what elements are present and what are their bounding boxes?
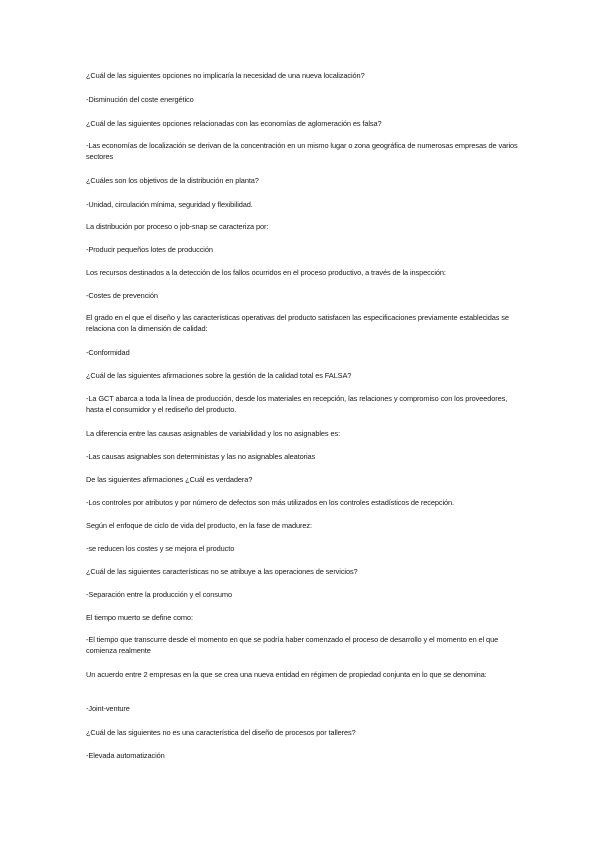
question-1: ¿Cuál de las siguientes opciones no implicaría la necesidad de una nueva localización? (86, 71, 365, 80)
question-10: Según el enfoque de ciclo de vida del producto, en la fase de madurez: (86, 521, 312, 530)
answer-10: -se reducen los costes y se mejora el producto (86, 544, 235, 553)
answer-11: -Separación entre la producción y el consumo (86, 590, 232, 599)
question-2: ¿Cuál de las siguientes opciones relacionadas con las economías de aglomeración es falsa? (86, 119, 382, 128)
answer-2: -Las economías de localización se derivan de la concentración en un mismo lugar o zona geográfica de numerosas empresas de varios sectores (86, 141, 518, 162)
question-3: ¿Cuáles son los objetivos de la distribución en planta? (86, 176, 259, 185)
answer-3: -Unidad, circulación mínima, seguridad y flexibilidad. (86, 200, 253, 209)
answer-5: -Costes de prevención (86, 291, 158, 300)
answer-13: -Joint-venture (86, 704, 130, 713)
question-7: ¿Cuál de las siguientes afirmaciones sobre la gestión de la calidad total es FALSA? (86, 371, 352, 380)
question-12: El tiempo muerto se define como: (86, 613, 193, 622)
answer-9: -Los controles por atributos y por número de defectos son más utilizados en los controles estadísticos de recepción. (86, 498, 454, 507)
answer-7: -La GCT abarca a toda la línea de producción, desde los materiales en recepción, las relaciones y compromiso con los proveedores, hasta el consumidor y el rediseño del producto. (86, 394, 508, 415)
question-8: La diferencia entre las causas asignables de variabilidad y los no asignables es: (86, 429, 341, 438)
answer-1: -Disminución del coste energético (86, 95, 194, 104)
answer-4: -Producir pequeños lotes de producción (86, 245, 213, 254)
question-6: El grado en el que el diseño y las características operativas del producto satisfacen las especificaciones previamente establecidas se relaciona con la dimensión de calidad: (86, 313, 509, 334)
question-9: De las siguientes afirmaciones ¿Cuál es verdadera? (86, 475, 253, 484)
question-11: ¿Cuál de las siguientes características no se atribuye a las operaciones de servicios? (86, 567, 358, 576)
question-5: Los recursos destinados a la detección de los fallos ocurridos en el proceso productivo, a través de la inspección: (86, 268, 446, 277)
question-4: La distribución por proceso o job-snap se caracteriza por: (86, 222, 269, 231)
answer-6: -Conformidad (86, 348, 130, 357)
answer-8: -Las causas asignables son deterministas y las no asignables aleatorias (86, 452, 316, 461)
question-14: ¿Cuál de las siguientes no es una característica del diseño de procesos por talleres? (86, 728, 356, 737)
answer-14: -Elevada automatización (86, 751, 165, 760)
answer-12: -El tiempo que transcurre desde el momento en que se podría haber comenzado el proceso de desarrollo y el momento en el que comienza realmente (86, 635, 499, 656)
question-13: Un acuerdo entre 2 empresas en la que se crea una nueva entidad en régimen de propiedad conjunta en lo que se denomina: (86, 670, 487, 679)
